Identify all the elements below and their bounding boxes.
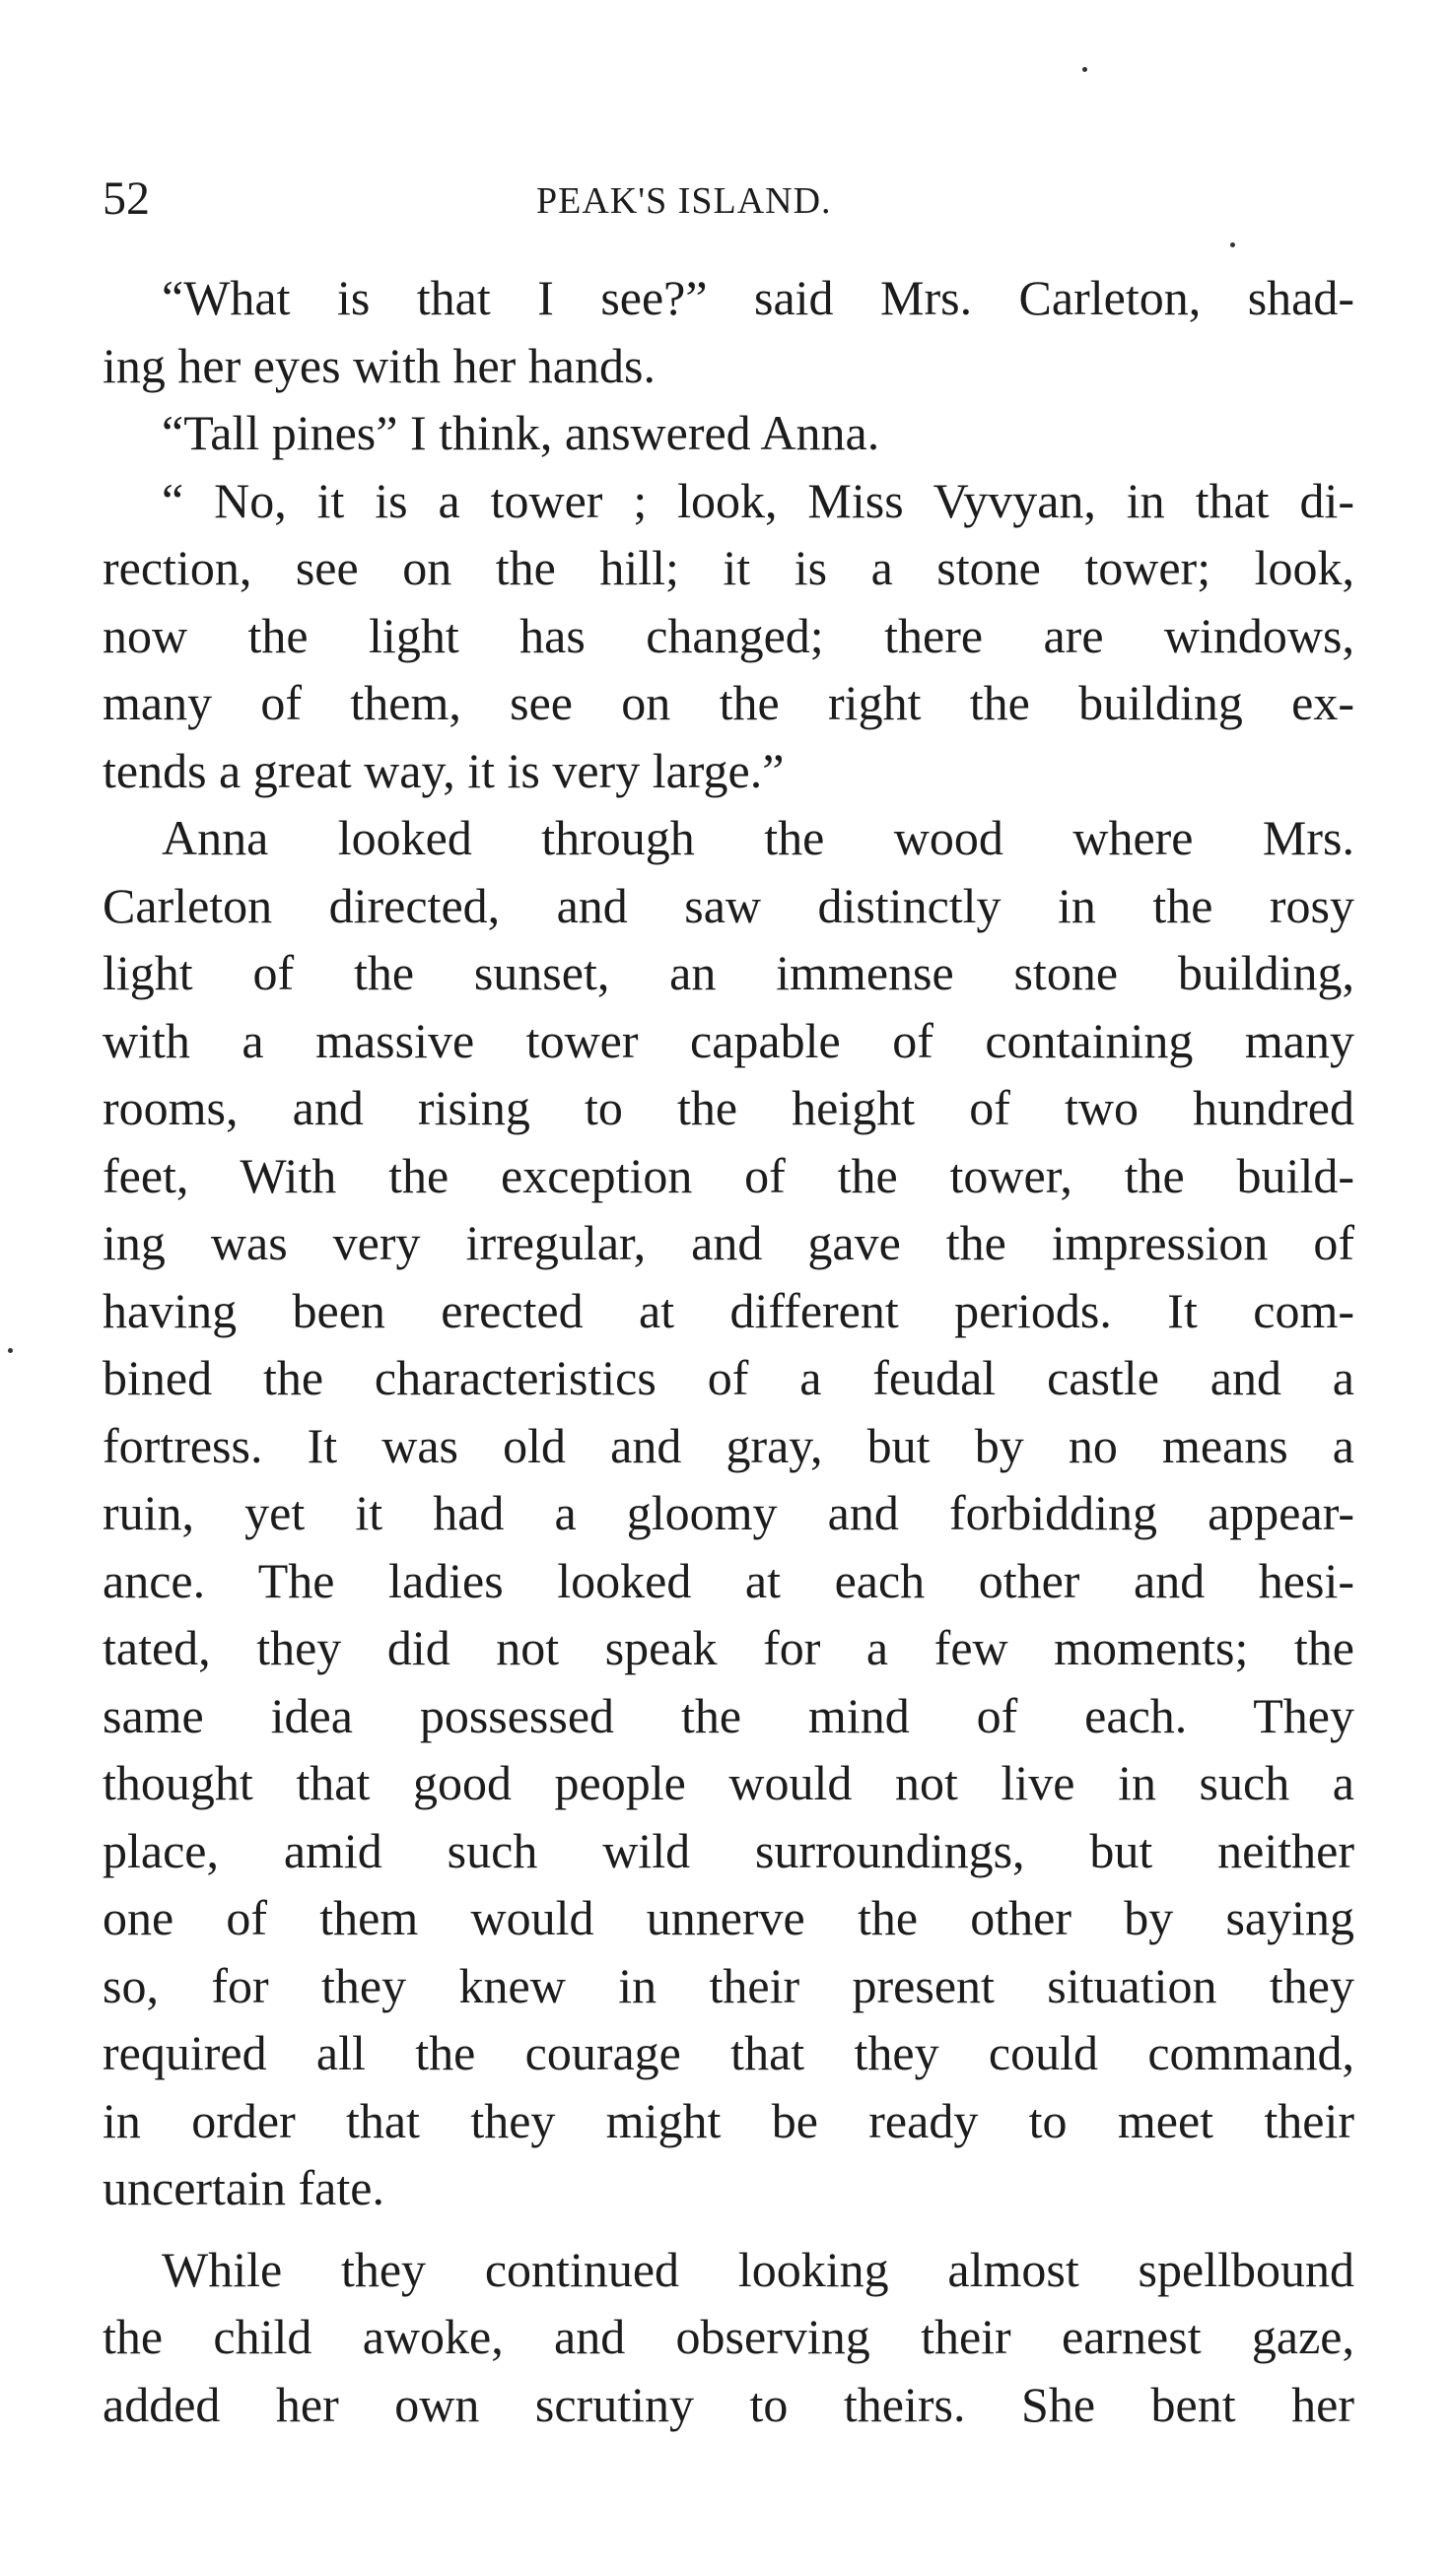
text-line: many of them, see on the right the building ex- [103,675,1354,730]
text-line: the child awoke, and observing their earnest gaze, [103,2309,1354,2364]
text-line: “ No, it is a tower ; look, Miss Vyvyan, in that di- [162,472,1354,528]
body-text [103,264,1354,2438]
paragraph [103,399,1354,467]
paragraph [103,804,1354,2222]
paragraph [103,264,1354,399]
text-line: feet, With the exception of the tower, the build- [103,1147,1354,1203]
print-speck [8,1348,13,1353]
text-line: in order that they might be ready to meet their [103,2092,1354,2148]
page-number: 52 [103,172,150,225]
text-line: tated, they did not speak for a few moments; the [103,1620,1354,1675]
text-line: one of them would unnerve the other by saying [103,1890,1354,1945]
text-line: ance. The ladies looked at each other and hesi- [103,1552,1354,1608]
text-line: fortress. It was old and gray, but by no means a [103,1417,1354,1473]
text-line: “Tall pines” I think, answered Anna. [162,405,880,460]
text-line: bined the characteristics of a feudal castle and a [103,1350,1354,1405]
text-line: light of the sunset, an immense stone building, [103,945,1354,1000]
text-line: thought that good people would not live in such a [103,1755,1354,1810]
print-speck [1230,242,1235,247]
text-line: While they continued looking almost spellbound [162,2241,1354,2297]
running-head: PEAK'S ISLAND. [536,180,832,222]
text-line: with a massive tower capable of containing many [103,1012,1354,1068]
print-speck [1082,67,1087,72]
text-line: ing her eyes with her hands. [103,337,656,393]
text-line: rooms, and rising to the height of two hundred [103,1080,1354,1135]
text-line: required all the courage that they could command, [103,2025,1354,2080]
text-line: ruin, yet it had a gloomy and forbidding appear- [103,1485,1354,1540]
paragraph [103,467,1354,805]
page-header [103,169,1364,229]
text-line: tends a great way, it is very large.” [103,742,785,798]
text-line: added her own scrutiny to theirs. She bent her [103,2376,1354,2432]
text-line: uncertain fate. [103,2160,384,2215]
text-line: place, amid such wild surroundings, but neither [103,1822,1354,1878]
text-line: same idea possessed the mind of each. They [103,1687,1354,1743]
text-line: so, for they knew in their present situation they [103,1957,1354,2013]
text-line: rection, see on the hill; it is a stone tower; look, [103,540,1354,595]
text-line: Carleton directed, and saw distinctly in the rosy [103,877,1354,933]
text-line: having been erected at different periods. It com- [103,1282,1354,1338]
text-line: now the light has changed; there are windows, [103,607,1354,663]
paragraph [103,2236,1354,2439]
text-line: “What is that I see?” said Mrs. Carleton, shad- [162,270,1354,325]
text-line: ing was very irregular, and gave the impression of [103,1215,1354,1270]
paragraph-gap [103,2222,1354,2236]
text-line: Anna looked through the wood where Mrs. [162,810,1354,865]
